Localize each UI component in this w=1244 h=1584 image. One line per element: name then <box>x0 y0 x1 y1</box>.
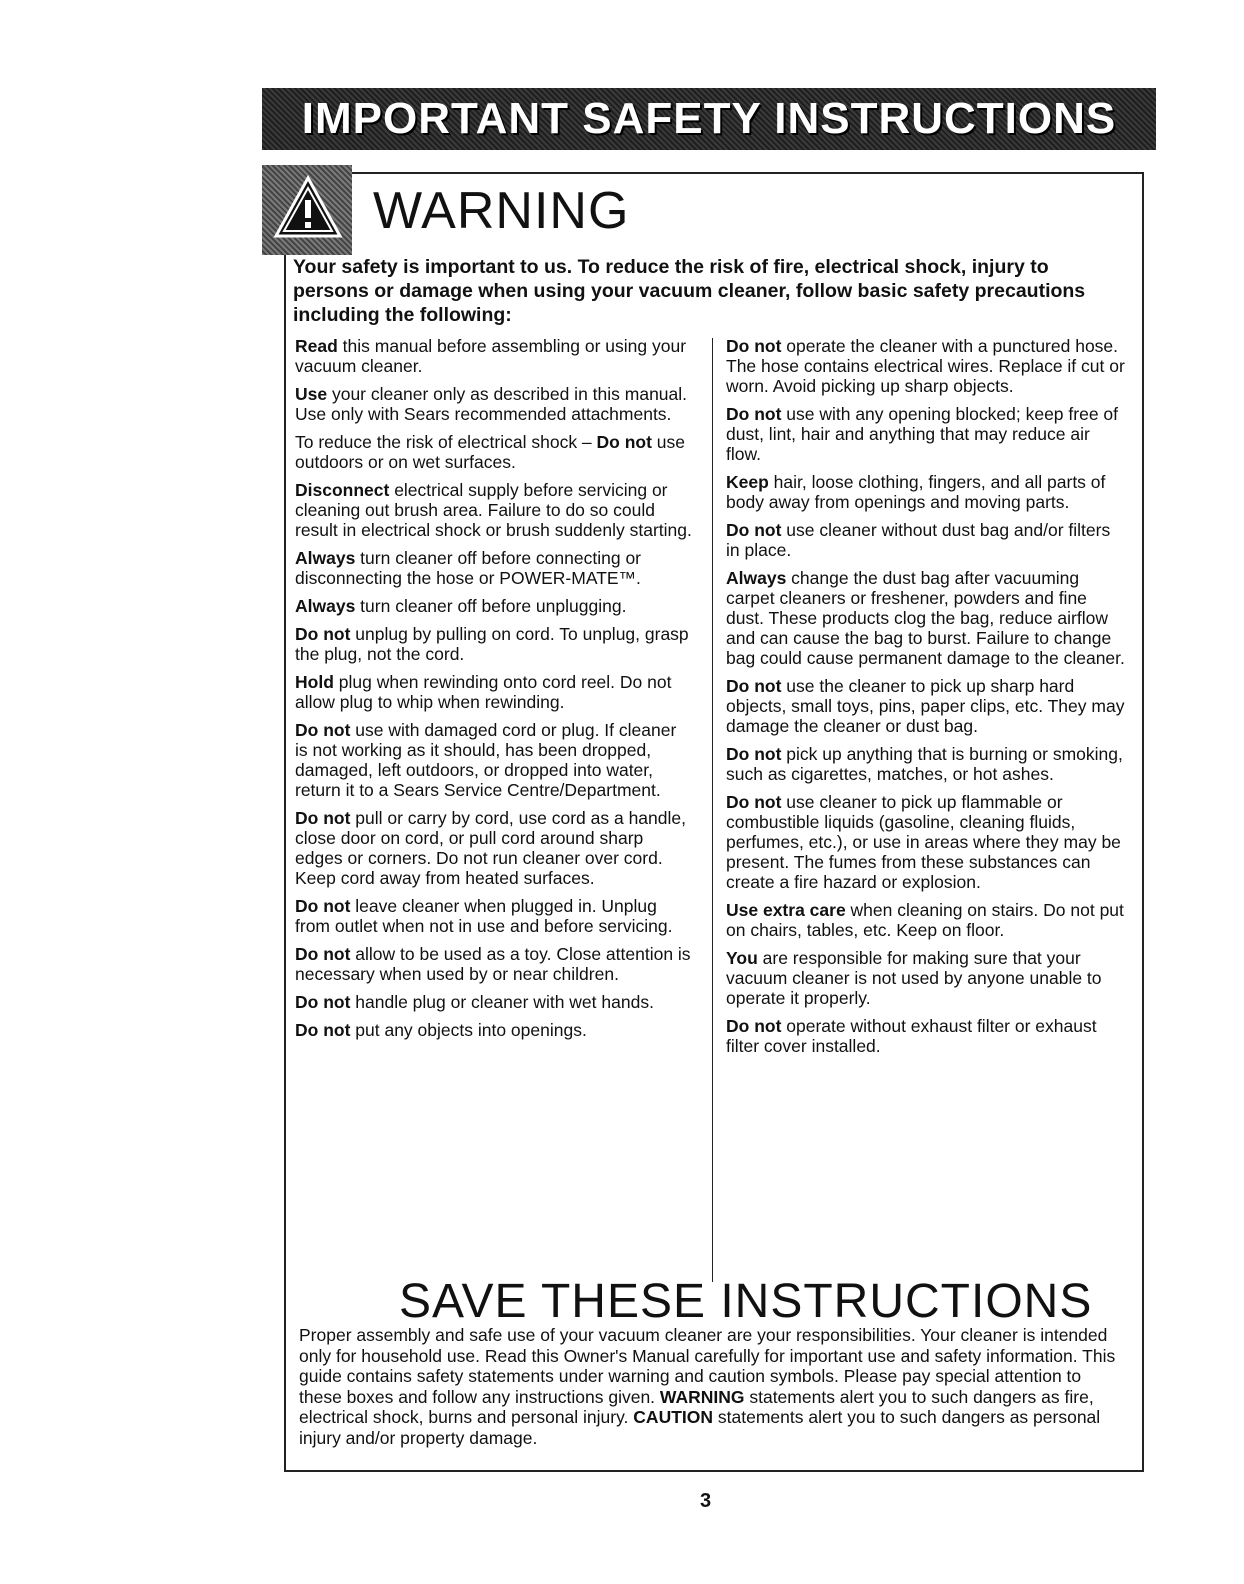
instruction-item <box>295 944 693 984</box>
instruction-text: use with damaged cord or plug. If cleaner is not working as it should, has been dropped, damaged, left outdoors, or dropped into water, return it to a Sears Service Centre/Department. <box>295 720 677 800</box>
instruction-lead: Read <box>295 336 338 356</box>
instruction-lead: Do not <box>726 1016 782 1036</box>
right-instructions <box>726 336 1126 1064</box>
instruction-text: leave cleaner when plugged in. Unplug from outlet when not in use and before servicing. <box>295 896 673 936</box>
instruction-text: plug when rewinding onto cord reel. Do not allow plug to whip when rewinding. <box>295 672 672 712</box>
instruction-lead: Do not <box>726 404 782 424</box>
instruction-text: pick up anything that is burning or smoking, such as cigarettes, matches, or hot ashes. <box>726 744 1123 784</box>
instruction-item <box>295 480 693 540</box>
instruction-item <box>726 676 1126 736</box>
instruction-lead: Do not <box>726 336 782 356</box>
instruction-item <box>295 336 693 376</box>
instruction-text: use with any opening blocked; keep free of dust, lint, hair and anything that may reduce air flow. <box>726 404 1119 464</box>
instruction-lead: Do not <box>295 1020 351 1040</box>
instruction-lead: Do not <box>295 808 351 828</box>
instruction-item <box>726 472 1126 512</box>
instruction-lead: Do not <box>295 896 351 916</box>
instruction-text: operate the cleaner with a punctured hose. The hose contains electrical wires. Replace if cut or worn. Avoid picking up sharp objects. <box>726 336 1125 396</box>
instruction-text: this manual before assembling or using your vacuum cleaner. <box>295 336 687 376</box>
instruction-lead: Disconnect <box>295 480 390 500</box>
instruction-item <box>726 948 1126 1008</box>
instruction-lead: Hold <box>295 672 334 692</box>
instruction-item <box>295 808 693 888</box>
instruction-text: use the cleaner to pick up sharp hard objects, small toys, pins, paper clips, etc. They may damage the cleaner or dust bag. <box>726 676 1125 736</box>
instruction-lead: Do not <box>726 792 782 812</box>
instruction-text: put any objects into openings. <box>350 1020 587 1040</box>
instruction-text: change the dust bag after vacuuming carpet cleaners or freshener, powders and fine dust. These products clog the bag, reduce airflow and can cause the bag to burst. Failure to change bag could cause permanent damage to the cleaner. <box>726 568 1125 668</box>
paragraph-text: statements alert you to such dangers as fire, electrical shock, burns and personal injury. <box>299 1386 1094 1427</box>
left-instructions <box>295 336 693 1048</box>
instruction-item <box>726 792 1126 892</box>
instruction-item <box>295 384 693 424</box>
instruction-lead: You <box>726 948 758 968</box>
instruction-item <box>295 720 693 800</box>
instruction-text: use cleaner to pick up flammable or combustible liquids (gasoline, cleaning fluids, perfumes, etc.), or use in areas where they may be present. The fumes from these substances can create a fire hazard or explosion. <box>726 792 1121 892</box>
paragraph-text: Proper assembly and safe use of your vacuum cleaner are your responsibilities. Your cleaner is intended only for household use. Read this Owner's Manual carefully for important use and safety information. This guide contains safety statements under warning and caution symbols. Please pay special attention to these boxes and follow any instructions given. <box>299 1325 1116 1407</box>
instruction-text: electrical supply before servicing or cleaning out brush area. Failure to do so could result in electrical shock or brush suddenly starting. <box>295 480 692 540</box>
instruction-text: use cleaner without dust bag and/or filters in place. <box>726 520 1111 560</box>
warning-intro: Your safety is important to us. To reduce the risk of fire, electrical shock, injury to persons or damage when using your vacuum cleaner, follow basic safety precautions including the following: <box>293 256 1086 326</box>
instruction-lead: Do not <box>726 744 782 764</box>
save-instructions-heading: SAVE THESE INSTRUCTIONS <box>399 1275 1093 1328</box>
caution-term: CAUTION <box>633 1407 714 1427</box>
instruction-item <box>726 568 1126 668</box>
instruction-lead: Use <box>295 384 328 404</box>
instruction-item <box>295 896 693 936</box>
instruction-item <box>295 992 693 1012</box>
instruction-text: turn cleaner off before connecting or disconnecting the hose or POWER-MATE™. <box>295 548 642 588</box>
instruction-item <box>295 548 693 588</box>
instruction-lead: Always <box>726 568 787 588</box>
banner-title: IMPORTANT SAFETY INSTRUCTIONS <box>301 94 1117 143</box>
instruction-text: unplug by pulling on cord. To unplug, grasp the plug, not the cord. <box>295 624 689 664</box>
instruction-text: pull or carry by cord, use cord as a handle, close door on cord, or pull cord around sharp edges or corners. Do not run cleaner over cord. Keep cord away from heated surfaces. <box>295 808 686 888</box>
instruction-text: when cleaning on stairs. Do not put on chairs, tables, etc. Keep on floor. <box>726 900 1124 940</box>
instruction-item <box>726 1016 1126 1056</box>
instruction-item <box>726 336 1126 396</box>
instruction-text: hair, loose clothing, fingers, and all parts of body away from openings and moving parts. <box>726 472 1106 512</box>
warning-triangle-icon <box>272 174 344 240</box>
instruction-text: allow to be used as a toy. Close attention is necessary when used by or near children. <box>295 944 691 984</box>
instruction-lead: Do not <box>726 676 782 696</box>
instruction-text: are responsible for making sure that your vacuum cleaner is not used by anyone unable to operate it properly. <box>726 948 1102 1008</box>
instruction-item <box>726 404 1126 464</box>
instruction-lead: Do not <box>596 432 652 452</box>
instruction-lead: Do not <box>726 520 782 540</box>
instruction-lead: Do not <box>295 992 351 1012</box>
warning-heading: WARNING <box>373 182 630 240</box>
instruction-text: To reduce the risk of electrical shock – <box>295 432 597 452</box>
instruction-text: your cleaner only as described in this manual. Use only with Sears recommended attachments. <box>295 384 688 424</box>
instruction-lead: Always <box>295 548 356 568</box>
paragraph-text: statements alert you to such dangers as personal injury and/or property damage. <box>299 1407 1101 1448</box>
instruction-text: handle plug or cleaner with wet hands. <box>350 992 654 1012</box>
instruction-lead: Do not <box>295 944 351 964</box>
instruction-item <box>726 900 1126 940</box>
instruction-text: operate without exhaust filter or exhaust filter cover installed. <box>726 1016 1097 1056</box>
instruction-lead: Always <box>295 596 356 616</box>
instruction-lead: Do not <box>295 624 351 644</box>
instruction-text: use outdoors or on wet surfaces. <box>295 432 686 472</box>
instruction-item <box>295 624 693 664</box>
instruction-lead: Do not <box>295 720 351 740</box>
instruction-item <box>295 596 693 616</box>
safety-banner <box>262 88 1156 150</box>
instruction-item <box>295 672 693 712</box>
page-number: 3 <box>700 1490 712 1512</box>
responsibility-paragraph <box>299 1325 1121 1448</box>
instruction-lead: Keep <box>726 472 769 492</box>
column-divider <box>712 338 713 1282</box>
instruction-item <box>726 744 1126 784</box>
instruction-item <box>726 520 1126 560</box>
warning-term: WARNING <box>659 1386 745 1407</box>
instruction-item <box>295 432 693 472</box>
instruction-text: turn cleaner off before unplugging. <box>355 596 627 616</box>
instruction-lead: Use extra care <box>726 900 846 920</box>
instruction-item <box>295 1020 693 1040</box>
